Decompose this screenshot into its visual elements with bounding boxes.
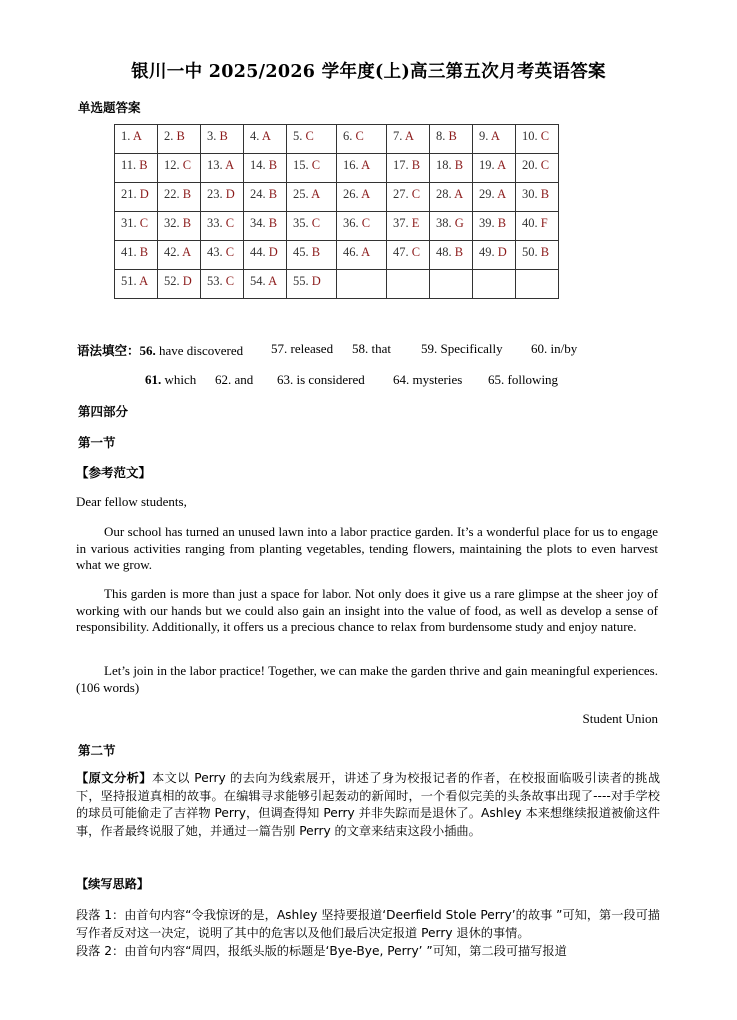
answer-cell	[158, 154, 201, 183]
answer-cell	[287, 270, 337, 299]
answer-cell	[201, 212, 244, 241]
answer-letter: B	[411, 158, 421, 172]
answer-cell	[115, 154, 158, 183]
question-number: 38.	[436, 216, 452, 230]
grammar-row-1	[77, 341, 243, 359]
question-number: 50.	[522, 245, 538, 259]
grammar-answer: is considered	[296, 372, 365, 387]
answer-letter: D	[225, 187, 235, 201]
answer-cell	[516, 183, 559, 212]
grammar-num: 58.	[352, 341, 369, 356]
answer-letter: A	[225, 158, 235, 172]
answer-cell	[387, 241, 430, 270]
answer-letter: B	[448, 129, 457, 143]
answer-letter: F	[540, 216, 548, 230]
question-number: 55.	[293, 274, 309, 288]
grammar-item	[277, 372, 365, 388]
sample-heading: 【参考范文】	[76, 465, 152, 480]
question-number: 14.	[250, 158, 266, 172]
answer-letter: C	[540, 129, 550, 143]
ideas-paragraph-2: 段落 2：由首句内容“周四，报纸头版的标题是‘Bye-Bye, Perry’ ”可知，第二段可描写报道	[76, 944, 567, 958]
question-number: 1.	[121, 129, 131, 143]
answer-letter: C	[225, 216, 235, 230]
answer-row	[115, 241, 559, 270]
answer-letter: D	[497, 245, 507, 259]
grammar-num: 57.	[271, 341, 288, 356]
answer-cell	[337, 125, 387, 154]
section-mcq-heading: 单选题答案	[78, 100, 141, 115]
answer-letter: B	[182, 187, 192, 201]
analysis-text: 本文以 Perry 的去向为线索展开，讲述了身为校报记者的作者，在校报面临吸引读者的挑战下，坚持报道真相的故事。在编辑寻求能够引起轰动的新闻时，一个看似完美的头条故事出现了----对手学校的球员可能偷走了吉祥物 Perry，但调查得知 Perry 并非失踪而是退休了。Ashley 本来想继续报道被偷这件事，作者最终说服了她，并通过一篇告别 Perry 的文章来结束这段小插曲。	[76, 771, 661, 838]
answer-cell	[244, 125, 287, 154]
answer-cell	[115, 183, 158, 212]
answer-cell	[387, 212, 430, 241]
question-number: 36.	[343, 216, 359, 230]
grammar-answer: in/by	[550, 341, 578, 356]
grammar-item	[145, 372, 196, 388]
question-number: 22.	[164, 187, 180, 201]
answer-cell	[287, 241, 337, 270]
answer-cell	[430, 125, 473, 154]
grammar-item	[271, 341, 333, 357]
answer-letter: B	[268, 187, 278, 201]
answer-cell	[473, 183, 516, 212]
answer-cell	[473, 125, 516, 154]
answer-cell	[158, 212, 201, 241]
grammar-answer: released	[290, 341, 334, 356]
answer-letter: B	[454, 158, 464, 172]
question-number: 34.	[250, 216, 266, 230]
section1-heading: 第一节	[78, 435, 116, 450]
answer-cell	[430, 270, 473, 299]
answer-cell	[337, 183, 387, 212]
answer-letter: B	[311, 245, 321, 259]
answer-letter: C	[411, 187, 421, 201]
answer-letter: G	[454, 216, 464, 230]
question-number: 5.	[293, 129, 303, 143]
answer-row	[115, 183, 559, 212]
question-number: 16.	[343, 158, 359, 172]
answer-cell	[244, 154, 287, 183]
answer-letter: A	[404, 129, 414, 143]
analysis-block	[76, 770, 660, 840]
section2-heading: 第二节	[78, 743, 116, 758]
grammar-num: 63.	[277, 372, 294, 387]
question-number: 54.	[250, 274, 266, 288]
answer-cell	[430, 241, 473, 270]
question-number: 15.	[293, 158, 309, 172]
question-number: 29.	[479, 187, 495, 201]
answer-letter: A	[139, 274, 149, 288]
answer-cell	[516, 125, 559, 154]
question-number: 23.	[207, 187, 223, 201]
answer-letter: C	[225, 274, 235, 288]
question-number: 42.	[164, 245, 180, 259]
answer-cell	[201, 154, 244, 183]
answer-cell	[516, 212, 559, 241]
answer-letter: A	[361, 187, 371, 201]
answer-cell	[473, 270, 516, 299]
letter-paragraph-1: Our school has turned an unused lawn into a labor practice garden. It’s a wonderful place for us to engage in various activities ranging from planting vegetables, tending flowers, maintaining the plots to even harvest what we grow.	[76, 524, 658, 572]
grammar-item	[488, 372, 558, 388]
answer-cell	[201, 270, 244, 299]
question-number: 44.	[250, 245, 266, 259]
answer-cell	[158, 270, 201, 299]
answer-row	[115, 212, 559, 241]
question-number: 2.	[164, 129, 174, 143]
answer-cell	[337, 241, 387, 270]
answer-letter: B	[139, 245, 149, 259]
answer-cell	[473, 154, 516, 183]
letter-signature: Student Union	[582, 711, 658, 726]
grammar-num: 56.	[139, 343, 156, 358]
grammar-answer: mysteries	[412, 372, 463, 387]
answer-cell	[115, 241, 158, 270]
answer-letter: B	[540, 187, 550, 201]
answer-cell	[430, 183, 473, 212]
grammar-answer: Specifically	[440, 341, 503, 356]
answer-row	[115, 270, 559, 299]
question-number: 33.	[207, 216, 223, 230]
grammar-num: 62.	[215, 372, 232, 387]
grammar-item	[215, 372, 253, 388]
answer-letter: A	[311, 187, 321, 201]
answer-letter: A	[361, 158, 371, 172]
grammar-num: 64.	[393, 372, 410, 387]
answer-cell	[201, 241, 244, 270]
grammar-answer: following	[507, 372, 559, 387]
answer-letter: C	[305, 129, 314, 143]
answer-cell	[287, 212, 337, 241]
question-number: 43.	[207, 245, 223, 259]
answer-cell	[287, 183, 337, 212]
letter-greeting: Dear fellow students,	[76, 494, 187, 509]
answer-letter: C	[411, 245, 421, 259]
question-number: 20.	[522, 158, 538, 172]
question-number: 17.	[393, 158, 409, 172]
question-number: 26.	[343, 187, 359, 201]
answer-letter: C	[540, 158, 550, 172]
question-number: 45.	[293, 245, 309, 259]
page-title: 银川一中 2025/2026 学年度(上)高三第五次月考英语答案	[131, 62, 606, 82]
answer-letter: A	[497, 158, 507, 172]
grammar-num: 65.	[488, 372, 505, 387]
answer-letter: B	[497, 216, 507, 230]
ideas-heading-text: 【续写思路】	[76, 877, 150, 891]
question-number: 19.	[479, 158, 495, 172]
answer-letter: A	[268, 274, 278, 288]
question-number: 12.	[164, 158, 180, 172]
answer-letter: B	[268, 216, 278, 230]
grammar-item	[352, 341, 391, 357]
answer-cell	[387, 125, 430, 154]
answer-cell	[115, 212, 158, 241]
question-number: 46.	[343, 245, 359, 259]
answer-letter: A	[182, 245, 192, 259]
letter-paragraph-2: This garden is more than just a space for labor. Not only does it give us a rare glimpse at the sheer joy of working with our hands but we could also gain an insight into the value of food, as well as develop a sense of responsibility. Additionally, it offers us a precious chance to relax from burdensome study and enjoy nature.	[76, 586, 658, 634]
grammar-answer: which	[164, 372, 197, 387]
answer-table	[114, 124, 559, 299]
answer-letter: C	[225, 245, 235, 259]
answer-cell	[244, 212, 287, 241]
question-number: 32.	[164, 216, 180, 230]
answer-cell	[244, 270, 287, 299]
question-number: 39.	[479, 216, 495, 230]
answer-letter: C	[361, 216, 371, 230]
question-number: 37.	[393, 216, 409, 230]
answer-cell	[337, 270, 387, 299]
answer-cell	[473, 241, 516, 270]
question-number: 10.	[522, 129, 538, 143]
answer-letter: C	[355, 129, 364, 143]
grammar-item	[421, 341, 503, 357]
answer-letter: C	[182, 158, 192, 172]
question-number: 40.	[522, 216, 538, 230]
question-number: 51.	[121, 274, 137, 288]
question-number: 53.	[207, 274, 223, 288]
answer-letter: B	[219, 129, 228, 143]
answer-cell	[337, 154, 387, 183]
answer-cell	[158, 241, 201, 270]
answer-letter: A	[490, 129, 500, 143]
question-number: 48.	[436, 245, 452, 259]
answer-letter: A	[132, 129, 142, 143]
grammar-answer: that	[371, 341, 391, 356]
answer-letter: D	[268, 245, 278, 259]
question-number: 7.	[393, 129, 403, 143]
answer-letter: B	[540, 245, 550, 259]
grammar-item	[393, 372, 462, 388]
answer-cell	[201, 125, 244, 154]
question-number: 41.	[121, 245, 137, 259]
part4-heading: 第四部分	[78, 404, 129, 419]
answer-cell	[337, 212, 387, 241]
answer-letter: B	[182, 216, 192, 230]
answer-letter: B	[176, 129, 185, 143]
question-number: 27.	[393, 187, 409, 201]
grammar-answer: and	[234, 372, 254, 387]
answer-letter: C	[311, 158, 321, 172]
answer-cell	[387, 154, 430, 183]
question-number: 31.	[121, 216, 137, 230]
answer-letter: B	[268, 158, 278, 172]
answer-letter: B	[454, 245, 464, 259]
question-number: 6.	[343, 129, 353, 143]
answer-cell	[516, 241, 559, 270]
answer-cell	[244, 183, 287, 212]
ideas-paragraph-1: 段落 1：由首句内容“令我惊讶的是，Ashley 坚持要报道‘Deerfield Stole Perry’的故事 ”可知，第一段可描写作者反对这一决定，说明了其中的危害以及他们最后决定报道 Perry 退休的事情。	[76, 908, 660, 940]
answer-letter: D	[182, 274, 192, 288]
grammar-label: 语法填空：	[77, 343, 140, 358]
answer-cell	[287, 154, 337, 183]
question-number: 3.	[207, 129, 217, 143]
answer-letter: B	[139, 158, 148, 172]
answer-cell	[201, 183, 244, 212]
question-number: 25.	[293, 187, 309, 201]
answer-letter: A	[361, 245, 371, 259]
answer-letter: A	[454, 187, 464, 201]
answer-cell	[387, 270, 430, 299]
grammar-num: 61.	[145, 372, 162, 387]
answer-letter: D	[139, 187, 149, 201]
answer-cell	[115, 270, 158, 299]
answer-cell	[473, 212, 516, 241]
answer-letter: A	[497, 187, 507, 201]
answer-cell	[430, 212, 473, 241]
question-number: 28.	[436, 187, 452, 201]
ideas-heading	[76, 876, 660, 894]
question-number: 8.	[436, 129, 446, 143]
answer-letter: D	[311, 274, 321, 288]
question-number: 9.	[479, 129, 489, 143]
question-number: 52.	[164, 274, 180, 288]
answer-letter: C	[139, 216, 149, 230]
answer-cell	[516, 154, 559, 183]
question-number: 11.	[121, 158, 137, 172]
answer-cell	[158, 183, 201, 212]
grammar-answer: have discovered	[159, 343, 244, 358]
question-number: 21.	[121, 187, 137, 201]
question-number: 35.	[293, 216, 309, 230]
answer-letter: E	[411, 216, 420, 230]
grammar-num: 60.	[531, 341, 548, 356]
answer-cell	[115, 125, 158, 154]
answer-cell	[287, 125, 337, 154]
question-number: 18.	[436, 158, 452, 172]
letter-paragraph-3: Let’s join in the labor practice! Together, we can make the garden thrive and gain meaningful experiences.(106 words)	[76, 663, 658, 695]
answer-cell	[158, 125, 201, 154]
answer-cell	[516, 270, 559, 299]
question-number: 30.	[522, 187, 538, 201]
answer-row	[115, 125, 559, 154]
question-number: 4.	[250, 129, 260, 143]
analysis-heading: 【原文分析】	[76, 771, 152, 785]
question-number: 24.	[250, 187, 266, 201]
answer-letter: A	[261, 129, 271, 143]
answer-cell	[387, 183, 430, 212]
question-number: 13.	[207, 158, 223, 172]
answer-letter: C	[311, 216, 321, 230]
grammar-num: 59.	[421, 341, 438, 356]
answer-cell	[244, 241, 287, 270]
grammar-item	[531, 341, 577, 357]
question-number: 47.	[393, 245, 409, 259]
question-number: 49.	[479, 245, 495, 259]
answer-cell	[430, 154, 473, 183]
answer-row	[115, 154, 559, 183]
